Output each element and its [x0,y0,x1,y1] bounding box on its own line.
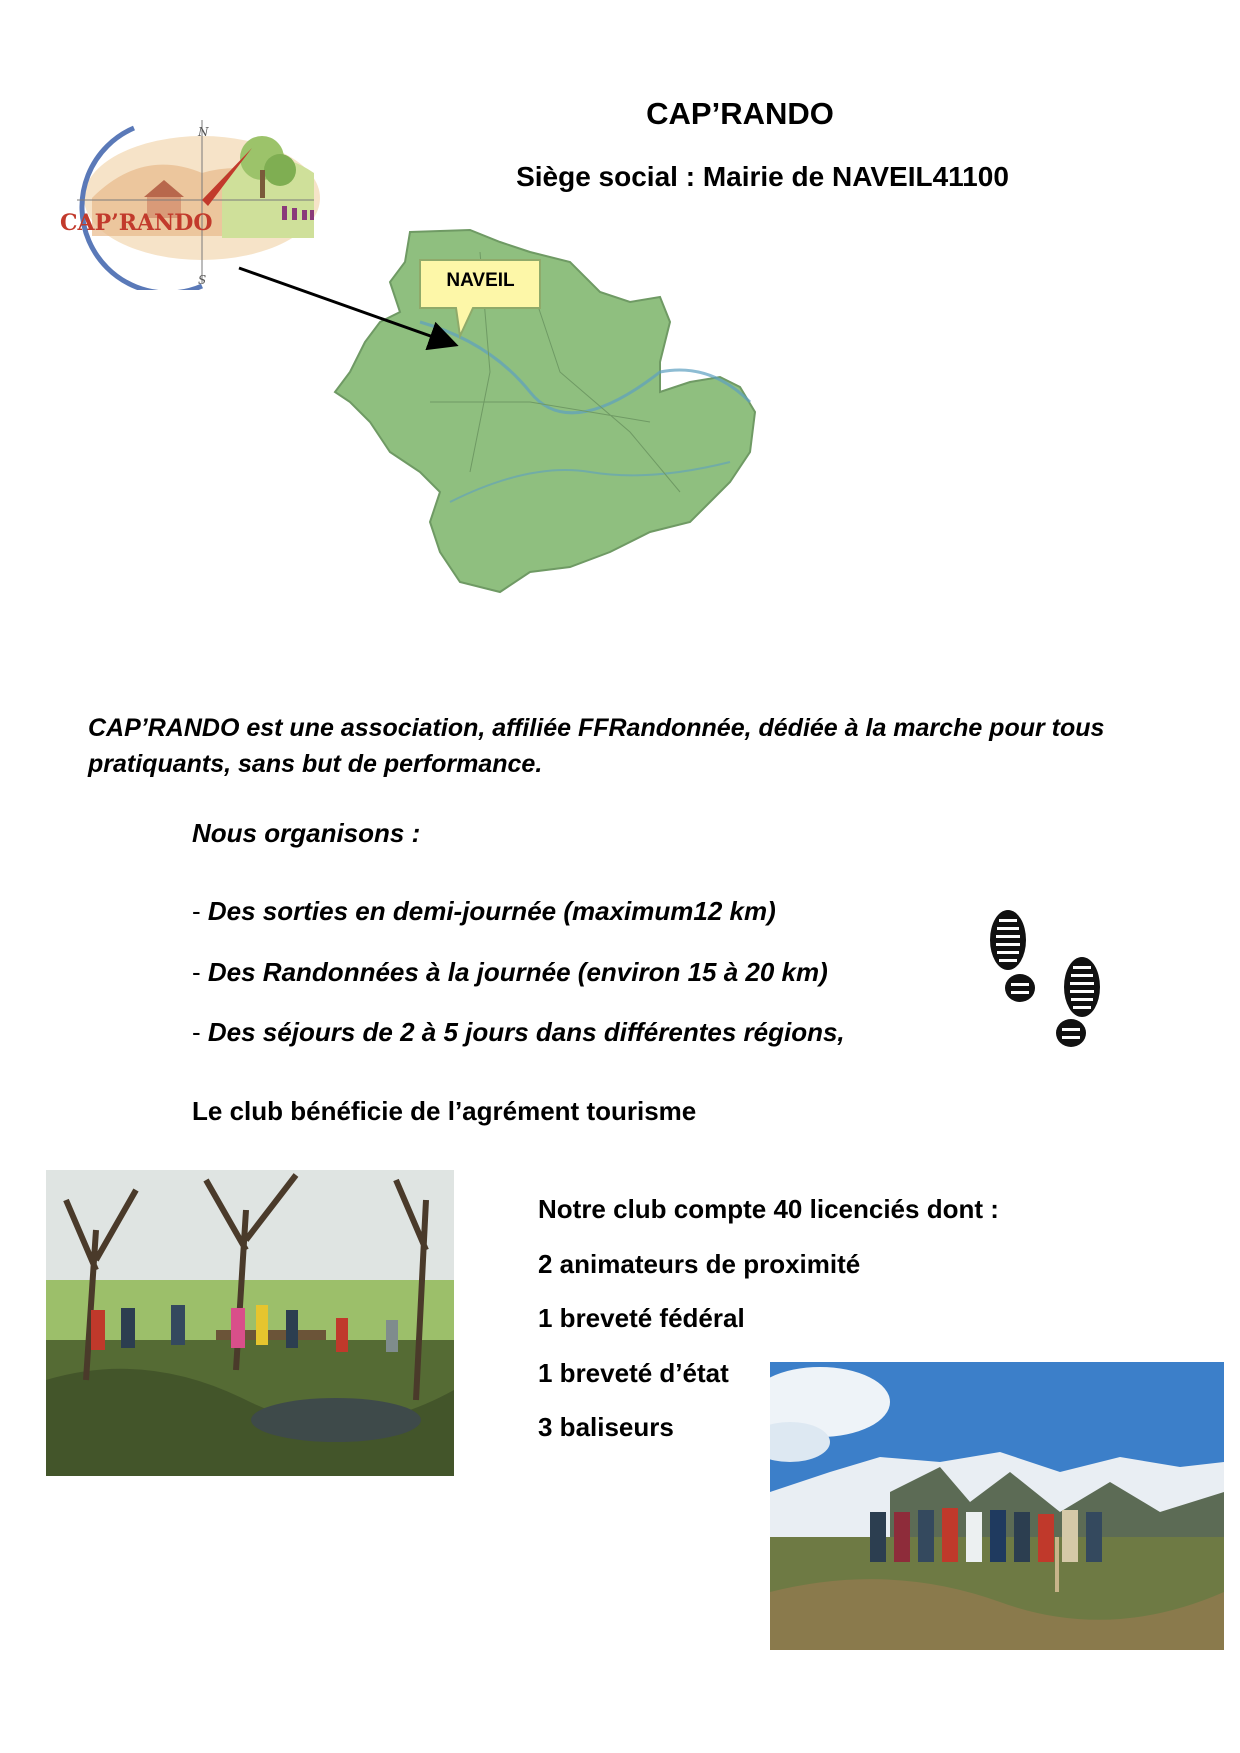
svg-text:N: N [198,125,209,139]
photo-group-forest [46,1170,454,1476]
svg-text:S: S [198,273,207,287]
naveil-label: NAVEIL [446,270,515,291]
page-title: CAP’RANDO [646,96,834,131]
boot-footprints-icon [985,905,1110,1055]
activity-item: - Des séjours de 2 à 5 jours dans différentes régions, [192,1017,845,1047]
organise-heading: Nous organisons : [192,818,421,848]
photo-group-mountain [770,1362,1224,1650]
naveil-callout [418,258,543,340]
intro-brand: CAP’RANDO [88,714,240,742]
stat-item: 1 breveté fédéral [538,1303,745,1333]
activity-item: - Des Randonnées à la journée (environ 15 à 20 km) [192,957,828,987]
stat-item: 1 breveté d’état [538,1358,729,1388]
intro-text: est une association, affiliée FFRandonnée, dédiée à la marche pour tous pratiquants, sans but de performance. [88,714,1105,778]
intro-paragraph [88,710,1148,782]
stats-heading: Notre club compte 40 licenciés dont : [538,1194,999,1224]
tourism-note: Le club bénéficie de l’agrément tourisme [192,1096,697,1126]
stat-item: 2 animateurs de proximité [538,1249,861,1279]
logo-text: CAP’RANDO [60,210,213,236]
activity-item: - Des sorties en demi-journée (maximum12 km) [192,896,776,926]
page-subtitle: Siège social : Mairie de NAVEIL41100 [516,161,1009,192]
stat-item: 3 baliseurs [538,1412,674,1442]
